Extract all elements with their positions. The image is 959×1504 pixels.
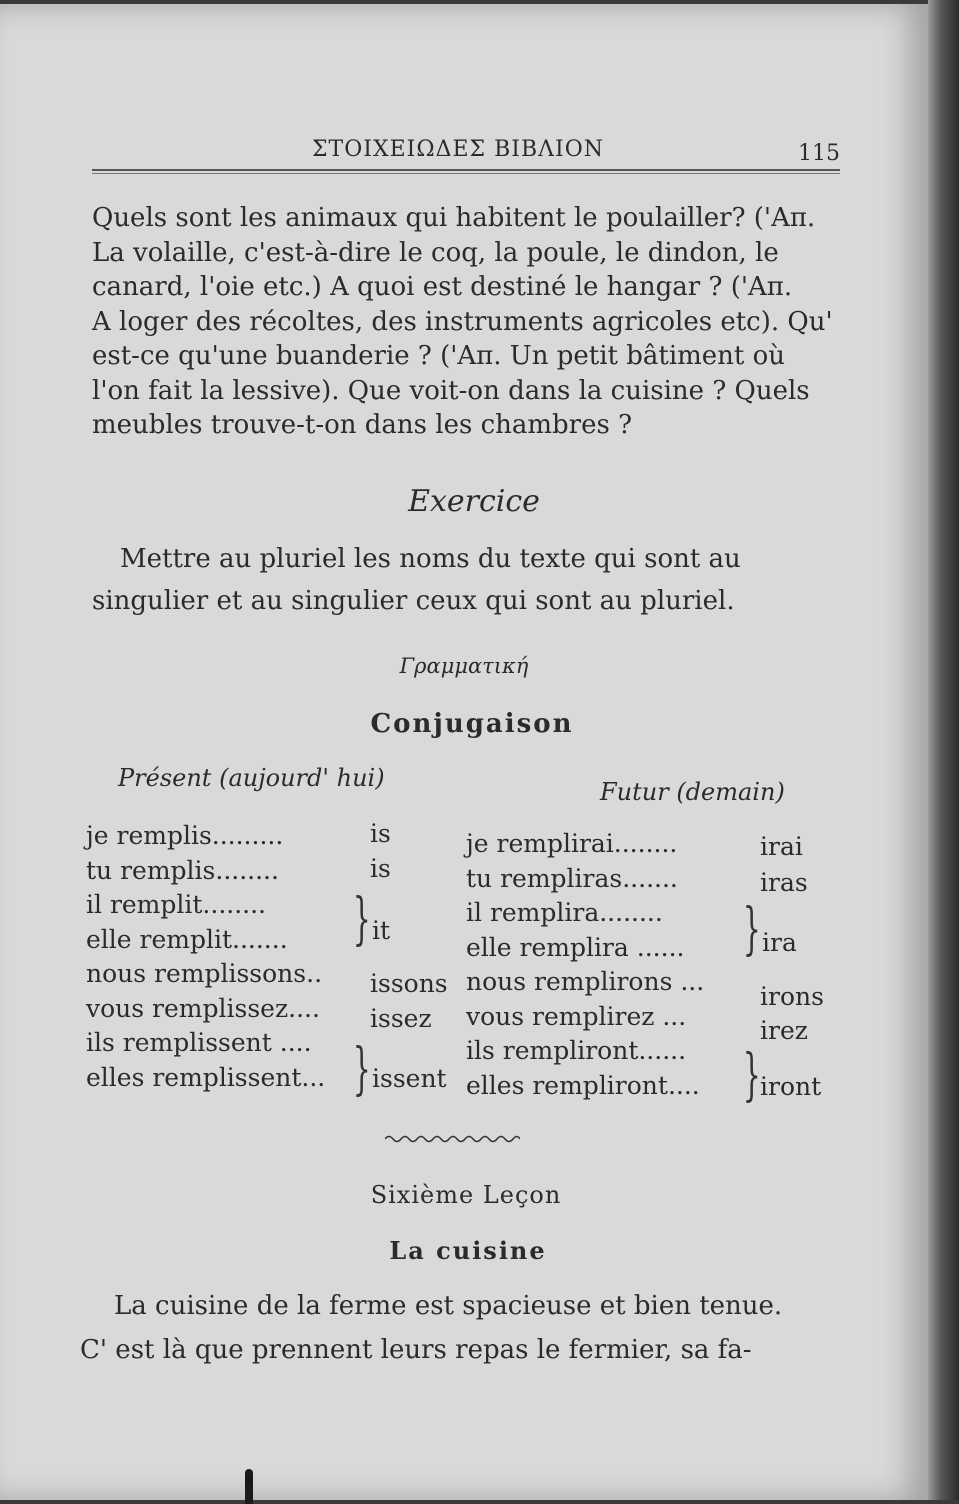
exercise-text: Mettre au pluriel les noms du texte qui sont au singulier et au singulier ceux qui sont au pluriel. <box>92 544 741 616</box>
future-form: je remplirai........ <box>466 829 678 858</box>
lesson-heading: Sixième Leçon <box>370 1181 562 1209</box>
brace: } <box>352 1037 371 1102</box>
text-line: est-ce qu'une buanderie ? ('Απ. Un petit bâtiment où <box>92 341 786 371</box>
present-heading: Présent (aujourd' hui) <box>118 764 385 792</box>
text-line: l'on fait la lessive). Que voit-on dans la cuisine ? Quels <box>92 375 810 406</box>
brace: } <box>742 897 761 962</box>
future-ending: irons <box>760 982 824 1011</box>
future-form: vous remplirez ... <box>466 1001 687 1031</box>
text-line: meubles trouve-t-on dans les chambres ? <box>92 410 633 440</box>
brace: } <box>742 1043 761 1108</box>
present-form: je remplis......... <box>86 821 284 850</box>
wavy-divider <box>385 1134 520 1144</box>
book-page <box>0 4 928 1500</box>
present-form: vous remplissez.... <box>86 993 320 1023</box>
text-line: La cuisine de la ferme est spacieuse et bien tenue. <box>114 1291 783 1321</box>
future-ending: iras <box>760 868 808 897</box>
header-rule <box>92 169 840 174</box>
text-line: C' est là que prennent leurs repas le fermier, sa fa- <box>80 1335 752 1365</box>
questions-paragraph <box>92 201 837 443</box>
present-ending: issez <box>370 1004 432 1033</box>
brace: } <box>352 887 371 952</box>
present-form: elle remplit....... <box>86 924 288 954</box>
present-form: il remplit........ <box>86 890 267 919</box>
present-ending: is <box>370 854 391 883</box>
future-ending: irez <box>760 1016 808 1045</box>
present-form: nous remplissons.. <box>86 959 323 988</box>
present-form: tu remplis........ <box>86 855 279 885</box>
present-form: ils remplissent .... <box>86 1028 312 1057</box>
header-title: ΣΤΟΙΧΕΙΩΔΕΣ ΒΙΒΛΙΟΝ <box>312 137 604 162</box>
page-number: 115 <box>798 141 840 166</box>
future-forms <box>466 827 704 1103</box>
future-form: elle remplira ...... <box>466 932 685 962</box>
future-form: il remplira........ <box>466 898 663 927</box>
grammar-heading: Γραμματική <box>399 654 529 678</box>
future-ending: irai <box>760 832 803 861</box>
text-line: Quels sont les animaux qui habitent le poulailler? ('Απ. <box>92 203 816 233</box>
present-ending: is <box>370 819 391 848</box>
future-form: ils rempliront...... <box>466 1036 687 1065</box>
future-form: elles rempliront.... <box>466 1070 700 1100</box>
text-line: canard, l'oie etc.) A quoi est destiné le hangar ? ('Απ. <box>92 272 793 302</box>
present-ending: it <box>372 916 391 945</box>
future-ending: ira <box>762 928 797 957</box>
present-forms <box>86 819 325 1095</box>
conjugation-heading: Conjugaison <box>370 709 574 739</box>
lesson-title: La cuisine <box>389 1236 547 1265</box>
future-form: tu rempliras....... <box>466 863 678 893</box>
ink-mark <box>245 1469 253 1504</box>
present-ending: issons <box>370 969 448 998</box>
future-heading: Futur (demain) <box>600 778 785 806</box>
future-form: nous remplirons ... <box>466 967 705 996</box>
book-gutter <box>928 0 959 1500</box>
running-header <box>90 137 840 171</box>
present-form: elles remplissent... <box>86 1062 326 1092</box>
future-ending: iront <box>760 1072 822 1101</box>
lesson-text <box>80 1284 844 1372</box>
text-line: A loger des récoltes, des instruments agricoles etc). Qu' <box>92 306 833 337</box>
present-ending: issent <box>372 1064 447 1093</box>
exercise-heading: Exercice <box>408 484 540 519</box>
text-line: La volaille, c'est-à-dire le coq, la poule, le dindon, le <box>92 237 779 268</box>
